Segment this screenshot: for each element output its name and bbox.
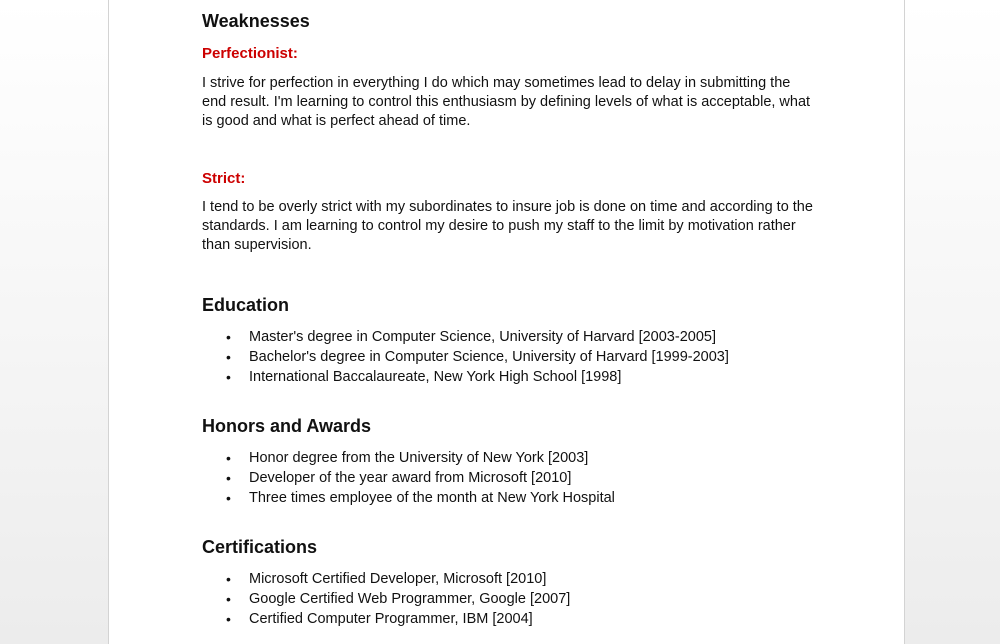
weakness-text-strict: I tend to be overly strict with my subordinates to insure job is done on time and according to the standards. I am learning to control my desire to push my staff to the limit by motivation rather than supervision.: [202, 199, 813, 253]
bullet-icon: •: [226, 490, 231, 506]
document-page: [108, 0, 905, 644]
list-item: [202, 569, 802, 589]
list-item: [202, 468, 802, 488]
list-item-text: Certified Computer Programmer, IBM [2004]: [249, 611, 533, 627]
education-list: [202, 327, 802, 387]
honors-heading: Honors and Awards: [202, 416, 372, 436]
weakness-text-perfectionist: I strive for perfection in everything I do which may sometimes lead to delay in submitting the end result. I'm learning to control this enthusiasm by defining levels of what is acceptable, what is good and what is perfect ahead of time.: [202, 75, 811, 129]
list-item: [202, 589, 802, 609]
weakness-title-perfectionist: Perfectionist:: [202, 45, 298, 62]
bullet-icon: •: [226, 329, 231, 345]
bullet-icon: •: [226, 450, 231, 466]
list-item-text: Three times employee of the month at New York Hospital: [249, 490, 615, 506]
certifications-heading: Certifications: [202, 537, 318, 557]
bullet-icon: •: [226, 369, 231, 385]
list-item-text: International Baccalaureate, New York High School [1998]: [249, 369, 622, 385]
list-item: [202, 367, 802, 387]
honors-list: [202, 448, 802, 508]
bullet-icon: •: [226, 571, 231, 587]
list-item: [202, 609, 802, 629]
certifications-list: [202, 569, 802, 629]
bullet-icon: •: [226, 591, 231, 607]
list-item-text: Microsoft Certified Developer, Microsoft [2010]: [249, 571, 547, 587]
bullet-icon: •: [226, 470, 231, 486]
list-item-text: Developer of the year award from Microsoft [2010]: [249, 470, 572, 486]
weakness-title-strict: Strict:: [202, 170, 246, 187]
list-item-text: Bachelor's degree in Computer Science, University of Harvard [1999-2003]: [249, 349, 729, 365]
bullet-icon: •: [226, 611, 231, 627]
list-item: [202, 327, 802, 347]
list-item: [202, 488, 802, 508]
list-item-text: Honor degree from the University of New York [2003]: [249, 450, 589, 466]
list-item-text: Google Certified Web Programmer, Google [2007]: [249, 591, 571, 607]
list-item: [202, 448, 802, 468]
list-item-text: Master's degree in Computer Science, University of Harvard [2003-2005]: [249, 329, 716, 345]
list-item: [202, 347, 802, 367]
education-heading: Education: [202, 295, 290, 315]
bullet-icon: •: [226, 349, 231, 365]
weaknesses-heading: Weaknesses: [202, 11, 310, 31]
